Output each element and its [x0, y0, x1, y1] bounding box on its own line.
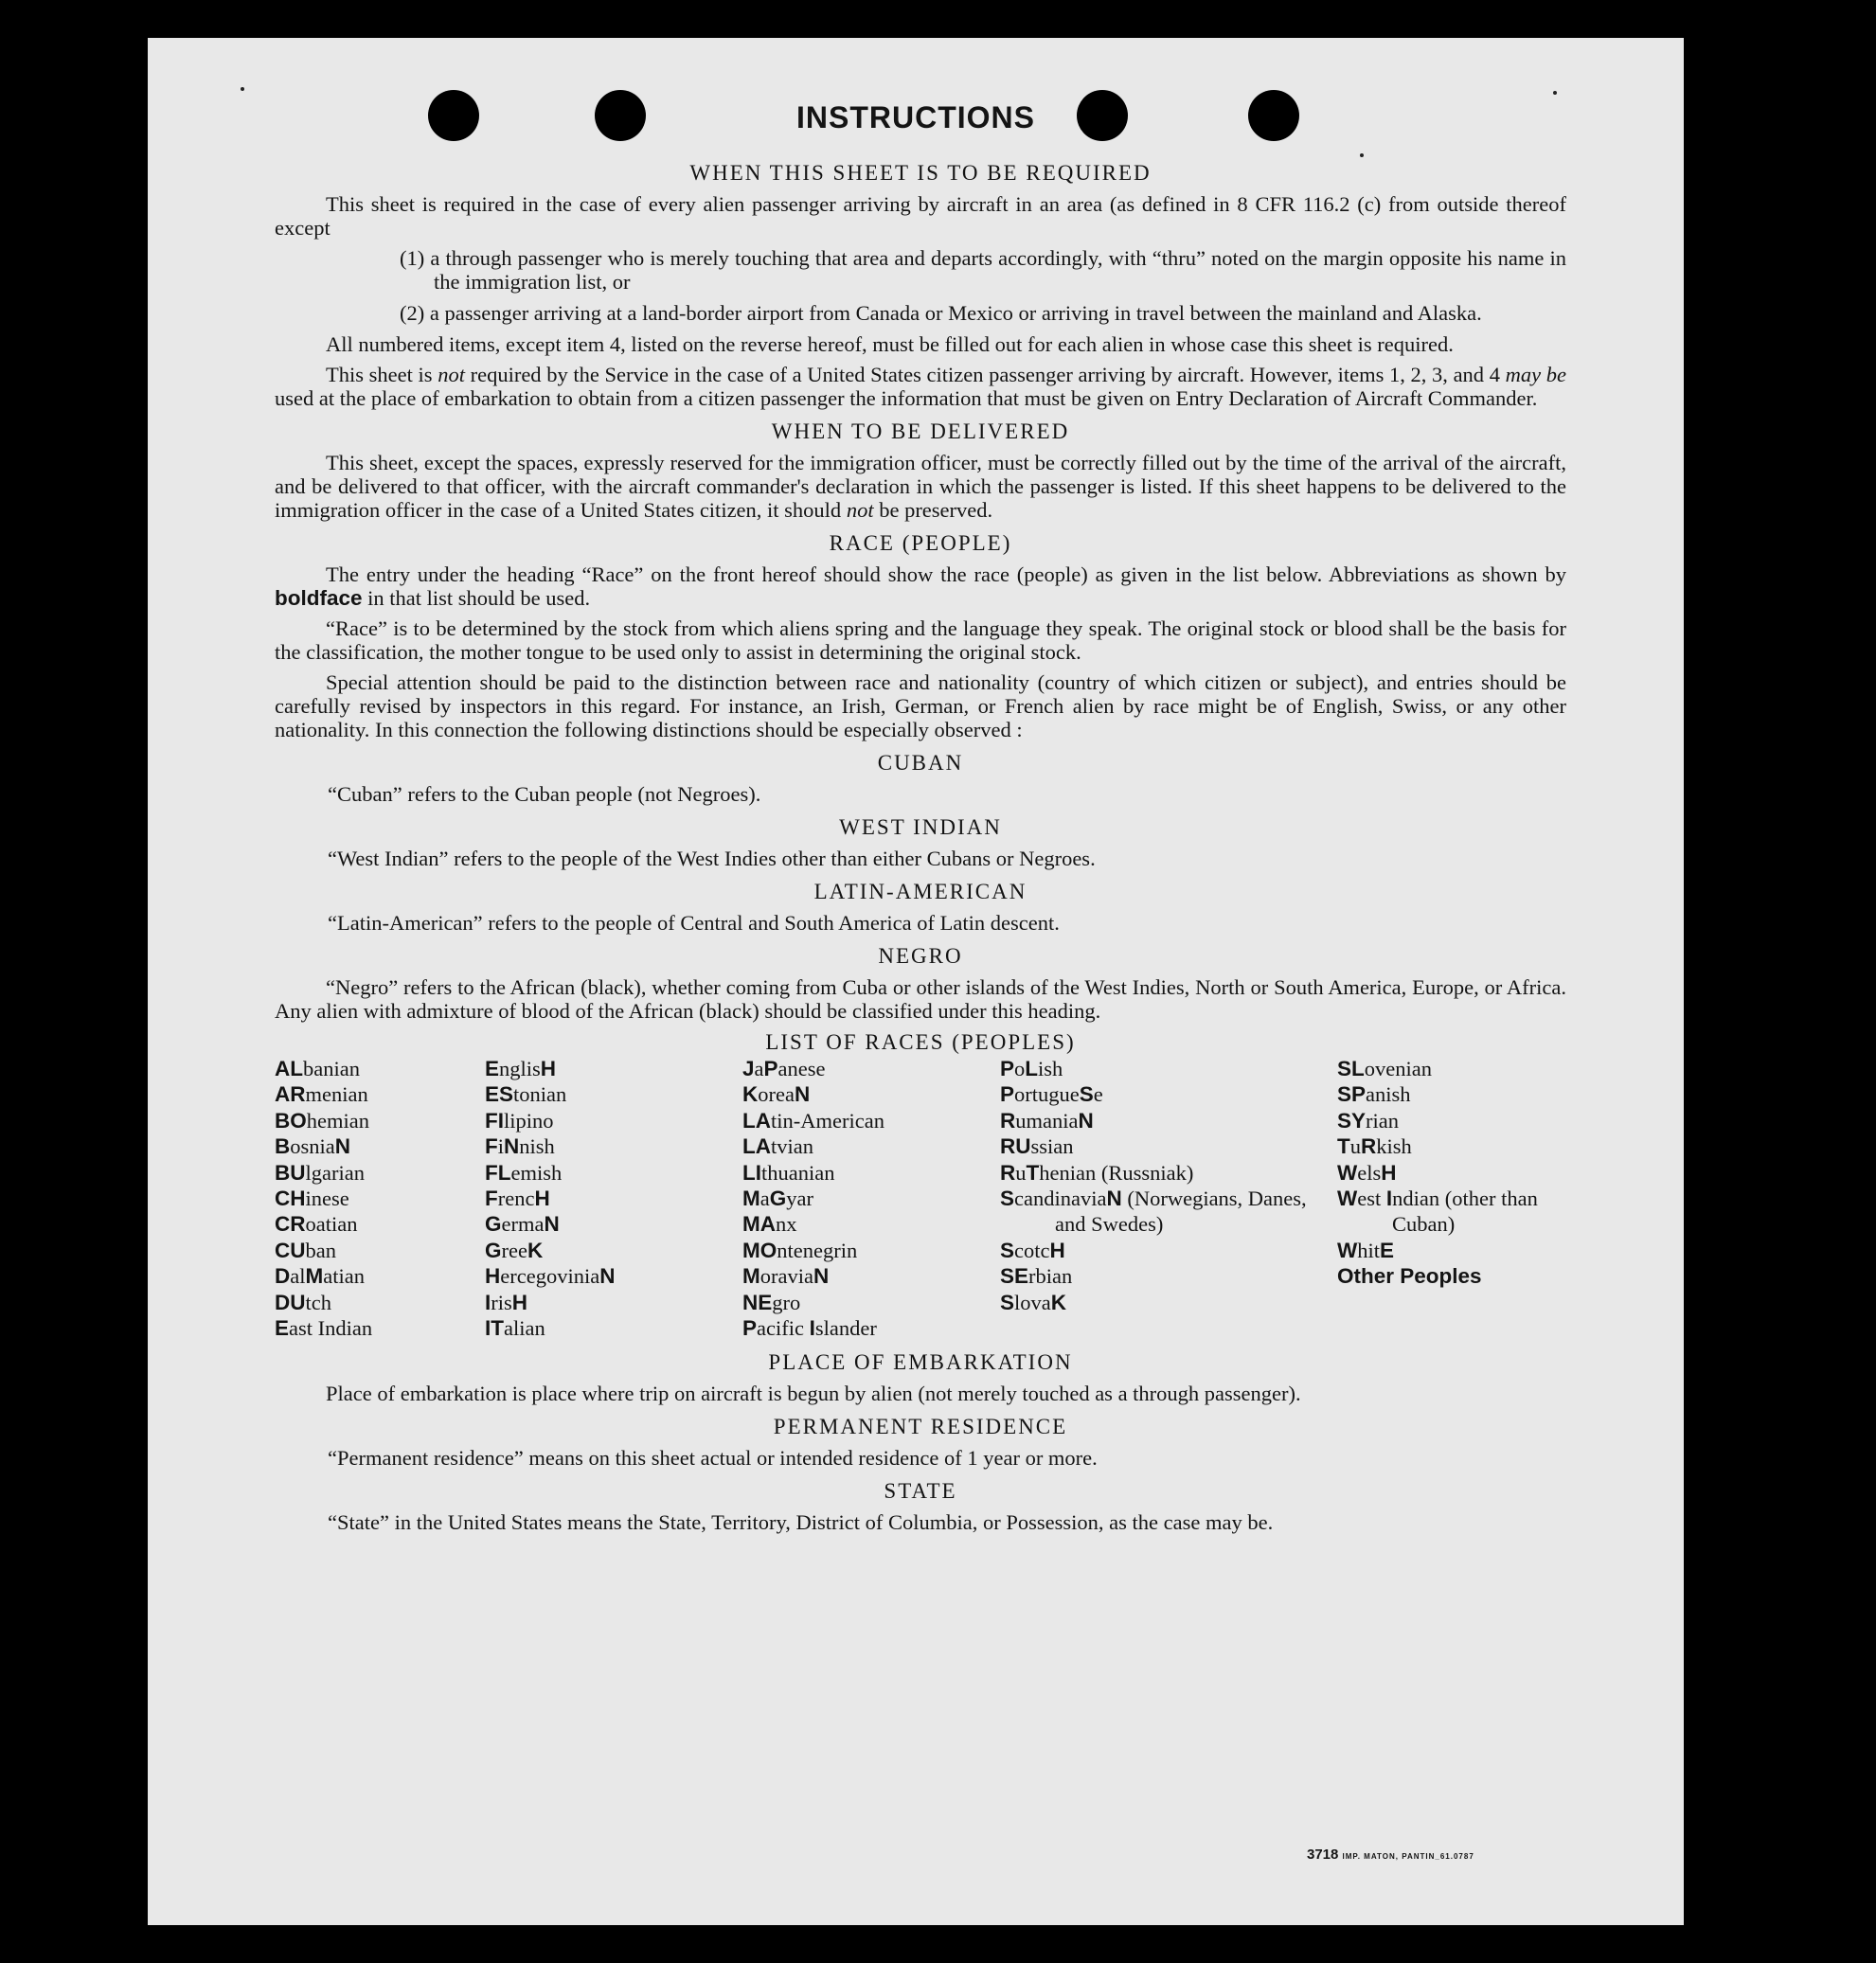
abbreviation-letters: N	[1106, 1187, 1122, 1211]
abbreviation-letters: F	[485, 1187, 498, 1211]
race-entry	[275, 1133, 485, 1159]
abbreviation-letters: MO	[742, 1238, 777, 1262]
form-number: 3718	[1307, 1847, 1339, 1863]
abbreviation-letters: I	[1385, 1187, 1393, 1211]
race-entry	[275, 1290, 485, 1315]
abbreviation-letters: AL	[275, 1057, 303, 1080]
abbreviation-letters: H	[485, 1264, 501, 1289]
race-entry	[1337, 1238, 1566, 1263]
race-entry	[1000, 1186, 1337, 1238]
race-text: slander	[814, 1316, 877, 1341]
race-text: els	[1357, 1160, 1382, 1185]
abbreviation-letters: N	[334, 1134, 350, 1159]
page-title: INSTRUCTIONS	[796, 100, 1035, 134]
abbreviation-letters: R	[1000, 1108, 1016, 1133]
abbreviation-letters: T	[1026, 1160, 1040, 1185]
race-column	[742, 1056, 1000, 1341]
race-entry	[742, 1238, 1000, 1263]
paragraph: This sheet is required in the case of every alien passenger arriving by aircraft in an area (as defined in 8 CFR 116.2 (c) from outside thereof except	[275, 192, 1566, 240]
race-entry	[485, 1211, 742, 1237]
abbreviation-letters: P	[742, 1316, 758, 1341]
abbreviation-letters: F	[485, 1134, 498, 1159]
race-entry	[1000, 1238, 1337, 1263]
race-text: lipino	[504, 1108, 554, 1133]
abbreviation-letters: N	[794, 1082, 811, 1107]
race-text: tonian	[513, 1082, 567, 1107]
text-run: required by the Service in the case of a United States citizen passenger arriving by aircraft. However, items 1, 2, 3, and 4	[464, 363, 1506, 386]
section-heading: WHEN THIS SHEET IS TO BE REQUIRED	[689, 161, 1152, 185]
abbreviation-letters: W	[1337, 1187, 1358, 1211]
section-heading: WHEN TO BE DELIVERED	[771, 419, 1070, 443]
abbreviation-letters: NE	[742, 1290, 773, 1314]
abbreviation-letters: G	[485, 1238, 502, 1262]
abbreviation-letters: LA	[742, 1108, 771, 1133]
race-entry	[275, 1211, 485, 1237]
race-entry	[1337, 1186, 1566, 1238]
abbreviation-letters: CH	[275, 1187, 306, 1211]
abbreviation-letters: E	[275, 1316, 290, 1341]
race-text: renc	[497, 1187, 535, 1211]
section-heading: LIST OF RACES (PEOPLES)	[765, 1030, 1076, 1054]
race-text: a	[754, 1057, 764, 1080]
race-entry	[1000, 1133, 1337, 1159]
race-text: henian (Russniak)	[1039, 1160, 1194, 1185]
race-entry	[1337, 1056, 1566, 1081]
abbreviation-letters: L	[1025, 1057, 1039, 1080]
abbreviation-letters: I	[485, 1290, 491, 1314]
section-heading: CUBAN	[877, 751, 964, 775]
definition: “Permanent residence” means on this sheet actual or intended residence of 1 year or more.	[328, 1446, 1098, 1471]
abbreviation-letters: CU	[275, 1238, 306, 1262]
abbreviation-letters: H	[1049, 1238, 1065, 1262]
form-footer	[1307, 1847, 1474, 1863]
speck	[241, 87, 244, 91]
race-text: inese	[305, 1187, 349, 1211]
race-text: tvian	[771, 1134, 813, 1159]
text-run: in that list should be used.	[362, 586, 591, 610]
race-text: ast Indian	[289, 1316, 373, 1341]
race-text: rian	[1366, 1108, 1399, 1133]
race-entry	[485, 1056, 742, 1081]
section-heading: PERMANENT RESIDENCE	[773, 1415, 1068, 1439]
abbreviation-letters: N	[1078, 1108, 1094, 1133]
race-text: ree	[501, 1238, 527, 1262]
race-entry	[485, 1315, 742, 1341]
abbreviation-letters: K	[527, 1238, 544, 1262]
document-sheet	[148, 38, 1684, 1925]
race-text: anish	[1366, 1082, 1411, 1107]
race-text: ortugue	[1014, 1082, 1080, 1107]
race-entry	[275, 1186, 485, 1211]
list-item: (1) a through passenger who is merely touching that area and departs accordingly, with “thru” noted on the margin opposite his name in the immigration list, or	[400, 246, 1566, 294]
definition: “Latin-American” refers to the people of Central and South America of Latin descent.	[328, 911, 1060, 935]
abbreviation-letters: M	[742, 1187, 760, 1211]
abbreviation-letters: S	[1000, 1290, 1015, 1314]
race-text: thuanian	[761, 1160, 835, 1185]
text-run: used at the place of embarkation to obtain from a citizen passenger the information that must be given on Entry Declaration of Aircraft Commander.	[275, 386, 1538, 410]
abbreviation-letters: B	[275, 1134, 291, 1159]
abbreviation-letters: P	[1000, 1082, 1015, 1107]
race-entry	[742, 1263, 1000, 1289]
text-run: be preserved.	[873, 498, 993, 522]
race-entry	[742, 1108, 1000, 1133]
race-entry	[1000, 1056, 1337, 1081]
race-entry	[742, 1056, 1000, 1081]
abbreviation-letters: R	[1361, 1134, 1377, 1159]
paragraph: “Race” is to be determined by the stock from which aliens spring and the language they speak. The original stock or blood shall be the basis for the classification, the mother tongue to be used only to assist in determining the original stock.	[275, 616, 1566, 664]
abbreviation-letters: ES	[485, 1082, 514, 1107]
race-text: oravia	[759, 1264, 813, 1289]
abbreviation-letters: P	[763, 1057, 778, 1080]
race-text: umania	[1015, 1108, 1079, 1133]
abbreviation-letters: FI	[485, 1108, 504, 1133]
race-text: emish	[510, 1160, 563, 1185]
instructions-body	[275, 152, 1566, 1541]
race-entry	[485, 1081, 742, 1107]
race-entry	[275, 1238, 485, 1263]
abbreviation-letters: M	[305, 1264, 324, 1289]
race-text: yar	[786, 1187, 813, 1211]
section-heading: NEGRO	[878, 944, 963, 968]
abbreviation-letters: S	[1079, 1082, 1094, 1107]
race-entry	[275, 1160, 485, 1186]
abbreviation-letters: T	[1337, 1134, 1350, 1159]
race-text: gro	[772, 1290, 801, 1314]
race-text: ntenegrin	[777, 1238, 858, 1262]
definition: “Cuban” refers to the Cuban people (not Negroes).	[328, 782, 761, 806]
race-text: ban	[305, 1238, 336, 1262]
race-text: lgarian	[305, 1160, 365, 1185]
race-text: candinavia	[1014, 1187, 1107, 1211]
section-heading: PLACE OF EMBARKATION	[768, 1350, 1073, 1375]
abbreviation-letters: E	[485, 1057, 500, 1080]
paragraph	[275, 451, 1566, 522]
abbreviation-letters: AR	[275, 1082, 306, 1107]
race-text: nish	[519, 1134, 555, 1159]
race-text: ssian	[1030, 1134, 1074, 1159]
abbreviation-letters: IT	[485, 1316, 504, 1341]
race-text: o	[1014, 1057, 1026, 1080]
race-text: (Norwegians, Danes, and Swedes)	[1055, 1187, 1307, 1237]
speck	[1553, 91, 1557, 95]
race-text: ovenian	[1364, 1057, 1432, 1080]
section-heading: STATE	[884, 1479, 957, 1504]
race-entry	[1000, 1081, 1337, 1107]
abbreviation-letters: K	[742, 1082, 759, 1107]
race-text: lova	[1014, 1290, 1051, 1314]
race-entry	[485, 1160, 742, 1186]
race-text: ris	[491, 1290, 512, 1314]
race-entry	[742, 1211, 1000, 1237]
boldface-word: boldface	[275, 586, 363, 610]
abbreviation-letters: BO	[275, 1108, 307, 1133]
race-entry	[275, 1315, 485, 1341]
abbreviation-letters: H	[1381, 1160, 1397, 1185]
abbreviation-letters: D	[275, 1264, 291, 1289]
abbreviation-letters: CR	[275, 1212, 306, 1237]
paragraph: “Negro” refers to the African (black), whether coming from Cuba or other islands of the West Indies, North or South America, Europe, or Africa. Any alien with admixture of blood of the African (black) should be classified under this heading.	[275, 975, 1566, 1023]
race-entry	[742, 1290, 1000, 1315]
race-entry	[742, 1133, 1000, 1159]
races-list	[275, 1056, 1566, 1341]
race-text: a	[759, 1187, 770, 1211]
race-text: alian	[504, 1316, 545, 1341]
race-entry	[1337, 1133, 1566, 1159]
race-entry	[1337, 1108, 1566, 1133]
abbreviation-letters: H	[511, 1290, 528, 1314]
race-entry	[485, 1238, 742, 1263]
race-entry	[1000, 1263, 1337, 1289]
abbreviation-letters: I	[809, 1316, 815, 1341]
race-text: kish	[1376, 1134, 1412, 1159]
race-text: u	[1015, 1160, 1027, 1185]
abbreviation-letters: H	[534, 1187, 550, 1211]
race-entry	[1000, 1160, 1337, 1186]
race-column	[275, 1056, 485, 1341]
emphasis: not	[438, 363, 465, 386]
race-text: tch	[305, 1290, 331, 1314]
race-text: banian	[303, 1057, 360, 1080]
race-entry	[275, 1263, 485, 1289]
race-text: i	[497, 1134, 505, 1159]
definition: “State” in the United States means the State, Territory, District of Columbia, or Possession, as the case may be.	[328, 1510, 1274, 1535]
race-entry	[1000, 1290, 1337, 1315]
printer-mark: IMP. MATON, PANTIN_61.0787	[1342, 1852, 1474, 1861]
race-column	[485, 1056, 742, 1341]
section-heading: LATIN-AMERICAN	[813, 880, 1027, 903]
race-entry	[275, 1056, 485, 1081]
race-text: nx	[776, 1212, 797, 1237]
race-entry	[1337, 1160, 1566, 1186]
emphasis: not	[846, 498, 874, 522]
definition: “West Indian” refers to the people of the West Indies other than either Cubans or Negroes.	[328, 847, 1096, 870]
race-text: anese	[777, 1057, 826, 1080]
abbreviation-letters: G	[769, 1187, 787, 1211]
abbreviation-letters: W	[1337, 1238, 1358, 1262]
race-text: al	[290, 1264, 306, 1289]
text-run: The entry under the heading “Race” on the front hereof should show the race (people) as given in the list below. Abbreviations as shown by	[326, 562, 1566, 586]
abbreviation-letters: N	[599, 1264, 616, 1289]
race-entry	[485, 1133, 742, 1159]
race-text: atian	[323, 1264, 365, 1289]
race-text: hit	[1357, 1238, 1381, 1262]
race-text: erma	[501, 1212, 545, 1237]
abbreviation-letters: P	[1000, 1057, 1015, 1080]
abbreviation-letters: J	[742, 1057, 755, 1080]
abbreviation-letters: LA	[742, 1134, 771, 1159]
paragraph: Place of embarkation is place where trip on aircraft is begun by alien (not merely touched as a through passenger).	[326, 1382, 1301, 1406]
race-text: u	[1349, 1134, 1361, 1159]
race-text: rbian	[1028, 1264, 1073, 1289]
race-entry	[1337, 1081, 1566, 1107]
abbreviation-letters: DU	[275, 1290, 306, 1314]
race-entry	[742, 1186, 1000, 1211]
race-text: tin-American	[771, 1108, 884, 1133]
section-heading: RACE (PEOPLE)	[829, 531, 1012, 555]
race-text: e	[1093, 1082, 1103, 1107]
abbreviation-letters: Other Peoples	[1337, 1264, 1482, 1289]
abbreviation-letters: S	[1000, 1187, 1015, 1211]
paragraph	[275, 363, 1566, 410]
race-text: est	[1357, 1187, 1386, 1211]
race-entry	[742, 1160, 1000, 1186]
abbreviation-letters: SE	[1000, 1264, 1029, 1289]
race-text: hemian	[306, 1108, 369, 1133]
abbreviation-letters: LI	[742, 1160, 761, 1185]
abbreviation-letters: RU	[1000, 1134, 1031, 1159]
abbreviation-letters: H	[540, 1057, 557, 1080]
text-run: This sheet, except the spaces, expressly reserved for the immigration officer, must be correctly filled out by the time of the arrival of the aircraft, and be delivered to that officer, with the aircraft commander's declaration in which the passenger is listed. If this sheet happens to be delivered to the immigration officer in the case of a United States citizen, it should	[275, 451, 1566, 522]
race-column	[1337, 1056, 1566, 1341]
abbreviation-letters: K	[1050, 1290, 1067, 1314]
race-text: nglis	[499, 1057, 541, 1080]
list-item: (2) a passenger arriving at a land-border airport from Canada or Mexico or arriving in travel between the mainland and Alaska.	[400, 301, 1482, 325]
section-heading: WEST INDIAN	[839, 815, 1002, 839]
race-entry	[485, 1108, 742, 1133]
race-entry	[485, 1186, 742, 1211]
paragraph	[275, 562, 1566, 610]
race-text: ndian (other than Cuban)	[1392, 1187, 1538, 1237]
race-text: ish	[1038, 1057, 1063, 1080]
abbreviation-letters: SY	[1337, 1108, 1367, 1133]
abbreviation-letters: N	[544, 1212, 560, 1237]
abbreviation-letters: M	[742, 1264, 760, 1289]
abbreviation-letters: SP	[1337, 1082, 1367, 1107]
abbreviation-letters: R	[1000, 1160, 1016, 1185]
race-entry	[742, 1315, 1000, 1341]
emphasis: may be	[1505, 363, 1566, 386]
race-entry	[742, 1081, 1000, 1107]
text-run: This sheet is	[326, 363, 438, 386]
race-entry	[485, 1290, 742, 1315]
abbreviation-letters: E	[1380, 1238, 1395, 1262]
abbreviation-letters: N	[504, 1134, 520, 1159]
abbreviation-letters: FL	[485, 1160, 511, 1185]
race-text: ercegovinia	[500, 1264, 600, 1289]
abbreviation-letters: MA	[742, 1212, 776, 1237]
abbreviation-letters: N	[813, 1264, 830, 1289]
race-entry	[485, 1263, 742, 1289]
abbreviation-letters: S	[1000, 1238, 1015, 1262]
paragraph: All numbered items, except item 4, listed on the reverse hereof, must be filled out for each alien in whose case this sheet is required.	[326, 332, 1454, 356]
race-column	[1000, 1056, 1337, 1341]
race-text: cotc	[1014, 1238, 1050, 1262]
paragraph: Special attention should be paid to the distinction between race and nationality (country of which citizen or subject), and entries should be carefully revised by inspectors in this regard. For instance, an Irish, German, or French alien by race might be of English, Swiss, or any other nationality. In this connection the following distinctions should be especially observed :	[275, 670, 1566, 741]
race-text: orea	[758, 1082, 795, 1107]
race-text: osnia	[290, 1134, 335, 1159]
race-entry	[1337, 1263, 1566, 1289]
abbreviation-letters: W	[1337, 1160, 1358, 1185]
abbreviation-letters: G	[485, 1212, 502, 1237]
race-entry	[275, 1108, 485, 1133]
race-text: menian	[305, 1082, 368, 1107]
race-entry	[1000, 1108, 1337, 1133]
abbreviation-letters: BU	[275, 1160, 306, 1185]
race-text: acific	[757, 1316, 810, 1341]
race-entry	[275, 1081, 485, 1107]
abbreviation-letters: SL	[1337, 1057, 1365, 1080]
race-text: oatian	[305, 1212, 358, 1237]
